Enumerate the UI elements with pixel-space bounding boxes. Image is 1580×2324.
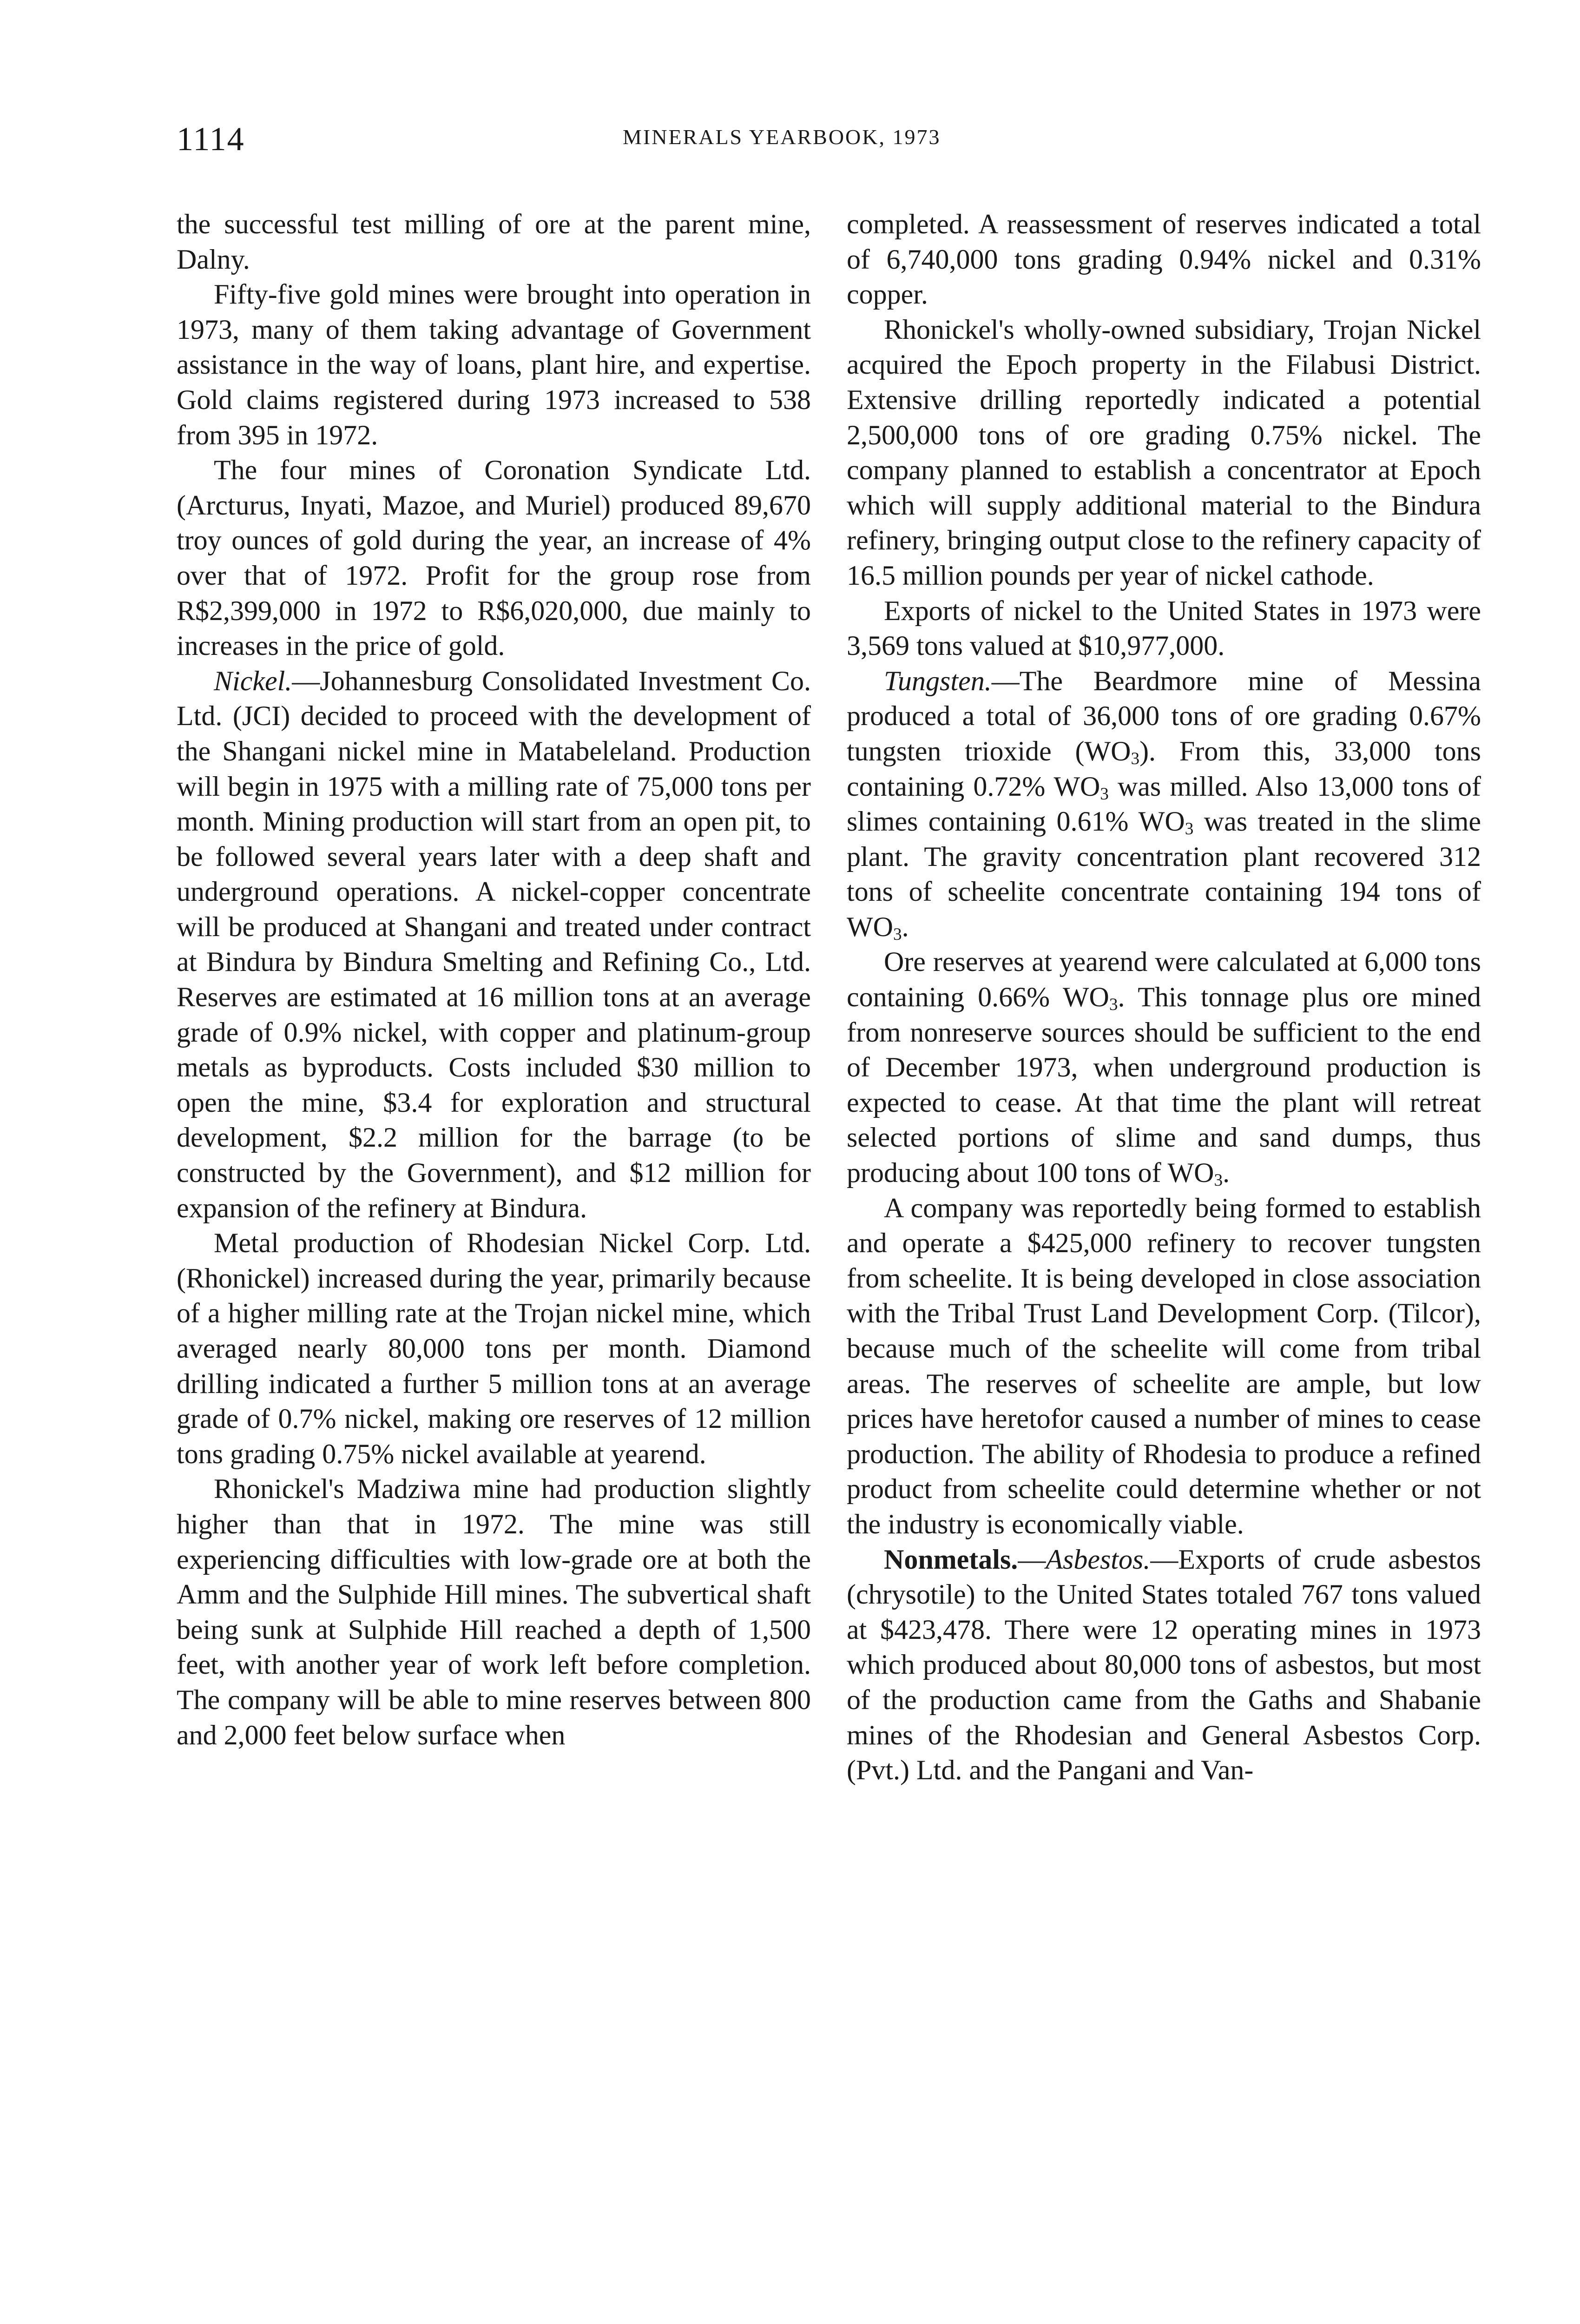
- paragraph-scheelite-refinery: A company was reportedly being formed to establish and operate a $425,000 refinery to recover tungsten from scheelite. It is being developed in close association with the Tribal Trust Land Development Corp. (Tilcor), because much of the scheelite will come from tribal areas. The reserves of scheelite are ample, but low prices have heretofor caused a number of mines to cease production. The ability of Rhodesia to produce a refined product from scheelite could determine whether or not the industry is economically viable.: [847, 1192, 1481, 1539]
- left-column: [177, 207, 811, 1753]
- asbestos-heading: Asbestos.: [1046, 1544, 1151, 1575]
- ore-reserves-text-a: Ore reserves at yearend were calculated at 6,000 tons containing 0.66% WO: [847, 946, 1481, 1013]
- paragraph-dalny: the successful test milling of ore at the parent mine, Dalny.: [177, 209, 811, 275]
- paragraph-nickel-exports: Exports of nickel to the United States in 1973 were 3,569 tons valued at $10,977,000.: [847, 595, 1481, 661]
- nickel-heading: Nickel.: [214, 665, 292, 696]
- paragraph-gold-mines: Fifty-five gold mines were brought into operation in 1973, many of them taking advantage of Government assistance in the way of loans, plant hire, and expertise. Gold claims registered during 1973 increased to 538 from 395 in 1972.: [177, 279, 811, 450]
- paragraph-reassessment: completed. A reassessment of reserves indicated a total of 6,740,000 tons grading 0.94% nickel and 0.31% copper.: [847, 209, 1481, 310]
- paragraph-trojan-epoch: Rhonickel's wholly-owned subsidiary, Trojan Nickel acquired the Epoch property in the Filabusi District. Extensive drilling reportedly indicated a potential 2,500,000 tons of ore grading 0.75% nickel. The company planned to establish a concentrator at Epoch which will supply additional material to the Bindura refinery, bringing output close to the refinery capacity of 16.5 million pounds per year of nickel cathode.: [847, 314, 1481, 591]
- tungsten-text-d: was treated in the slime plant. The gravity concentration plant recovered 312 tons of scheelite concentrate containing 194 tons of WO: [847, 806, 1481, 942]
- tungsten-text-c: was milled. Also 13,000 tons of slimes containing 0.61% WO: [847, 771, 1481, 837]
- paragraph-coronation-syndicate: The four mines of Coronation Syndicate Ltd. (Arcturus, Inyati, Mazoe, and Muriel) produced 89,670 troy ounces of gold during the year, an increase of 4% over that of 1972. Profit for the group rose from R$2,399,000 in 1972 to R$6,020,000, due mainly to increases in the price of gold.: [177, 455, 811, 661]
- paragraph-asbestos: [847, 1542, 1481, 1788]
- running-title: MINERALS YEARBOOK, 1973: [623, 125, 941, 149]
- nonmetals-dash: —: [1018, 1544, 1046, 1575]
- page-number: 1114: [177, 120, 245, 158]
- tungsten-text-b: ). From this, 33,000 tons containing 0.72% WO: [847, 735, 1481, 802]
- paragraph-rhonickel-production: Metal production of Rhodesian Nickel Corp. Ltd. (Rhonickel) increased during the year, primarily because of a higher milling rate at the Trojan nickel mine, which averaged nearly 80,000 tons per month. Diamond drilling indicated a further 5 million tons at an average grade of 0.7% nickel, making ore reserves of 12 million tons grading 0.75% nickel available at yearend.: [177, 1228, 811, 1469]
- subscript-3: 3: [1131, 749, 1140, 769]
- subscript-3: 3: [1185, 819, 1194, 839]
- subscript-3: 3: [893, 925, 902, 944]
- tungsten-text-e: .: [902, 911, 909, 942]
- right-column: [847, 207, 1481, 1788]
- subscript-3: 3: [1214, 1171, 1223, 1190]
- nickel-jci-text: —Johannesburg Consolidated Investment Co. Ltd. (JCI) decided to proceed with the development of the Shangani nickel mine in Matabeleland. Production will begin in 1975 with a milling rate of 75,000 tons per month. Mining production will start from an open pit, to be followed several years later with a deep shaft and underground operations. A nickel-copper concentrate will be produced at Shangani and treated under contract at Bindura by Bindura Smelting and Refining Co., Ltd. Reserves are estimated at 16 million tons at an average grade of 0.9% nickel, with copper and platinum-group metals as byproducts. Costs included $30 million to open the mine, $3.4 for exploration and structural development, $2.2 million for the barrage (to be constructed by the Government), and $12 million for expansion of the refinery at Bindura.: [177, 665, 811, 1223]
- paragraph-ore-reserves: [847, 944, 1481, 1190]
- ore-reserves-text-c: .: [1223, 1157, 1230, 1188]
- tungsten-text-a: —The Beardmore mine of Messina produced a total of 36,000 tons of ore grading 0.67% tungsten trioxide (WO: [847, 665, 1481, 766]
- paragraph-nickel-jci: [177, 664, 811, 1226]
- tungsten-heading: Tungsten.: [884, 665, 992, 696]
- nonmetals-heading: Nonmetals.: [884, 1544, 1018, 1575]
- paragraph-madziwa-mine: Rhonickel's Madziwa mine had production slightly higher than that in 1972. The mine was still experiencing difficulties with low-grade ore at both the Amm and the Sulphide Hill mines. The subvertical shaft being sunk at Sulphide Hill reached a depth of 1,500 feet, with another year of work left before completion. The company will be able to mine reserves between 800 and 2,000 feet below surface when: [177, 1473, 811, 1750]
- ore-reserves-text-b: . This tonnage plus ore mined from nonreserve sources should be sufficient to the end of December 1973, when underground production is expected to cease. At that time the plant will retreat selected portions of slime and sand dumps, thus producing about 100 tons of WO: [847, 982, 1481, 1188]
- paragraph-tungsten-beardmore: [847, 664, 1481, 945]
- asbestos-text: —Exports of crude asbestos (chrysotile) to the United States totaled 767 tons valued at $423,478. There were 12 operating mines in 1973 which produced about 80,000 tons of asbestos, but most of the production came from the Gaths and Shabanie mines of the Rhodesian and General Asbestos Corp. (Pvt.) Ltd. and the Pangani and Van-: [847, 1544, 1481, 1786]
- subscript-3: 3: [1100, 784, 1109, 804]
- subscript-3: 3: [1109, 995, 1118, 1015]
